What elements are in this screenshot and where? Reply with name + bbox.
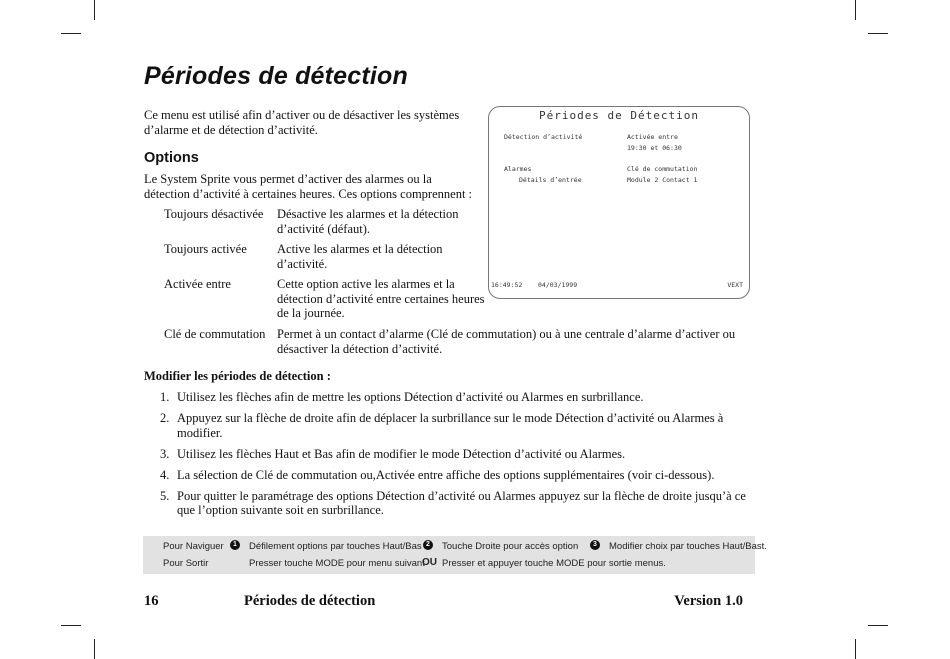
exit-label: Pour Sortir — [163, 558, 209, 569]
desc-line: Cette option active les alarmes et la — [277, 277, 455, 291]
step-number: 1. — [160, 390, 170, 404]
step-item — [144, 390, 764, 405]
intro-paragraph: Ce menu est utilisé afin d’activer ou de désactiver les systèmes d’alarme et de détection d’activité. — [144, 108, 460, 137]
step-item — [144, 468, 764, 483]
nav-hint-2: Touche Droite pour accès option — [442, 541, 579, 552]
step-number: 4. — [160, 467, 170, 482]
option-term: Clé de commutation — [164, 327, 266, 341]
lcd-screen-illustration — [488, 106, 750, 299]
desc-line: Désactive les alarmes et la détection — [277, 207, 459, 221]
option-description — [277, 327, 735, 356]
crop-mark — [94, 639, 95, 659]
footer-section-title: Périodes de détection — [244, 593, 376, 609]
crop-mark — [868, 33, 888, 34]
page-title: Périodes de détection — [144, 62, 408, 90]
nav-hint-1: Défilement options par touches Haut/Bas — [249, 541, 422, 552]
desc-line: Active les alarmes et la détection — [277, 242, 443, 256]
step-1-bullet-icon: 1 — [230, 540, 240, 550]
step-number: 5. — [160, 488, 170, 503]
options-intro: Le System Sprite vous permet d’activer des alarmes ou la détection d’activité à certaines heures. Ces options comprennent : — [144, 172, 473, 201]
lcd-time: 16:49:52 — [491, 281, 523, 289]
lcd-entry-details: Détails d’entrée — [519, 176, 582, 184]
lcd-activity-hours: 19:30 et 06:30 — [627, 144, 682, 152]
option-description — [277, 207, 459, 236]
crop-mark — [61, 625, 81, 626]
lcd-activity-mode: Activée entre — [627, 133, 678, 141]
crop-mark — [855, 0, 856, 20]
navigate-label: Pour Naviguer — [163, 541, 224, 552]
option-description — [277, 277, 485, 321]
or-label: OU — [422, 557, 437, 568]
option-description — [277, 242, 443, 271]
options-heading: Options — [144, 150, 199, 166]
page-number: 16 — [144, 593, 159, 609]
step-text: Appuyez sur la flèche de droite afin de déplacer la surbrillance sur le mode Détection d’activité ou Alarmes à modifier. — [177, 411, 724, 440]
step-item — [144, 447, 764, 462]
crop-mark — [94, 0, 95, 20]
option-term: Activée entre — [164, 277, 231, 291]
lcd-status: VEXT — [727, 281, 743, 289]
lcd-alarm-mode: Clé de commutation — [627, 165, 698, 173]
desc-line: de la journée. — [277, 306, 345, 320]
lcd-alarms: Alarmes — [504, 165, 532, 173]
step-item — [144, 489, 764, 518]
nav-hint-3: Modifier choix par touches Haut/Bast. — [609, 541, 767, 552]
step-number: 2. — [160, 411, 170, 425]
step-3-bullet-icon: 3 — [590, 540, 600, 550]
lcd-alarm-contact: Module 2 Contact 1 — [627, 176, 698, 184]
lcd-activity-detection: Détection d’activité — [504, 133, 583, 141]
desc-line: d’activité. — [277, 256, 328, 271]
navigation-help-box — [143, 536, 767, 574]
exit-hint-1: Presser touche MODE pour menu suivant — [249, 558, 425, 569]
lcd-title: Périodes de Détection — [538, 109, 700, 122]
footer-version: Version 1.0 — [674, 593, 743, 609]
desc-line: désactiver la détection d’activité. — [277, 341, 443, 356]
crop-mark — [61, 33, 81, 34]
exit-hint-2: Presser et appuyer touche MODE pour sortie menus. — [442, 558, 666, 569]
lcd-date: 04/03/1999 — [538, 281, 578, 289]
modify-heading: Modifier les périodes de détection : — [144, 369, 331, 383]
steps-list — [144, 390, 764, 524]
option-term: Toujours désactivée — [164, 207, 264, 221]
step-number: 3. — [160, 446, 170, 461]
option-term: Toujours activée — [164, 242, 247, 256]
crop-mark — [868, 625, 888, 626]
step-text: Pour quitter le paramétrage des options Détection d’activité ou Alarmes appuyez sur la flèche de droite jusqu’à ce que l’option suivante soit en surbrillance. — [177, 488, 746, 517]
step-item — [144, 411, 764, 440]
step-text: La sélection de Clé de commutation ou,Activée entre affiche des options supplémentaires (voir ci-dessous). — [177, 467, 715, 482]
desc-line: d’activité (défaut). — [277, 221, 371, 236]
step-2-bullet-icon: 2 — [423, 540, 433, 550]
crop-mark — [855, 639, 856, 659]
desc-line: détection d’activité entre certaines heures — [277, 291, 485, 306]
step-text: Utilisez les flèches Haut et Bas afin de modifier le mode Détection d’activité ou Alarmes. — [177, 446, 626, 461]
desc-line: Permet à un contact d’alarme (Clé de commutation) ou à une centrale d’alarme d’activer ou — [277, 327, 736, 341]
step-text: Utilisez les flèches afin de mettre les options Détection d’activité ou Alarmes en surbrillance. — [177, 390, 644, 404]
